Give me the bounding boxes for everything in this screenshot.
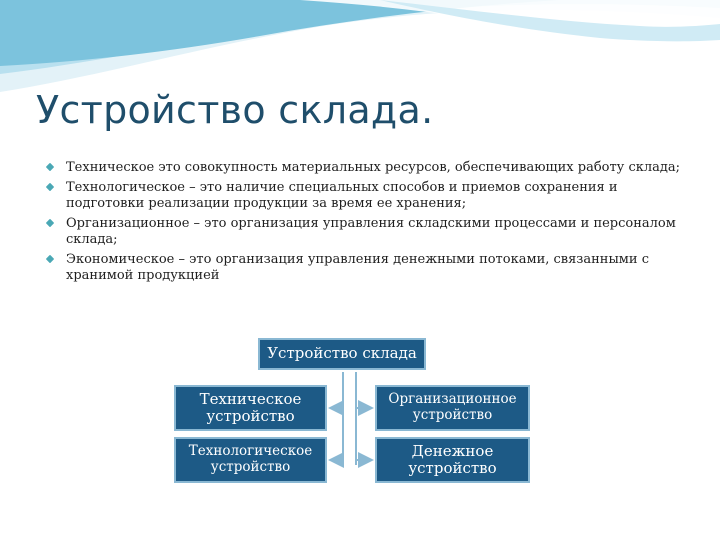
node-technological: Технологическое устройство [174,437,327,483]
bullet-text: Организационное – это организация управления складскими процессами и персоналом склада; [66,216,676,247]
node-monetary: Денежное устройство [375,437,530,483]
bullet-text: Экономическое – это организация управления денежными потоками, связанными с хранимой продукцией [66,252,650,283]
node-organizational: Организационное устройство [375,385,530,431]
diagram-root-node: Устройство склада [258,338,426,370]
node-technical: Техническое устройство [174,385,327,431]
slide-title: Устройство склада. [36,88,434,132]
bullet-text: Технологическое – это наличие специальных способов и приемов сохранения и подготовки реализации продукции за время ее хранения; [66,180,618,211]
bullet-text: Техническое это совокупность материальных ресурсов, обеспечивающих работу склада; [66,160,681,175]
